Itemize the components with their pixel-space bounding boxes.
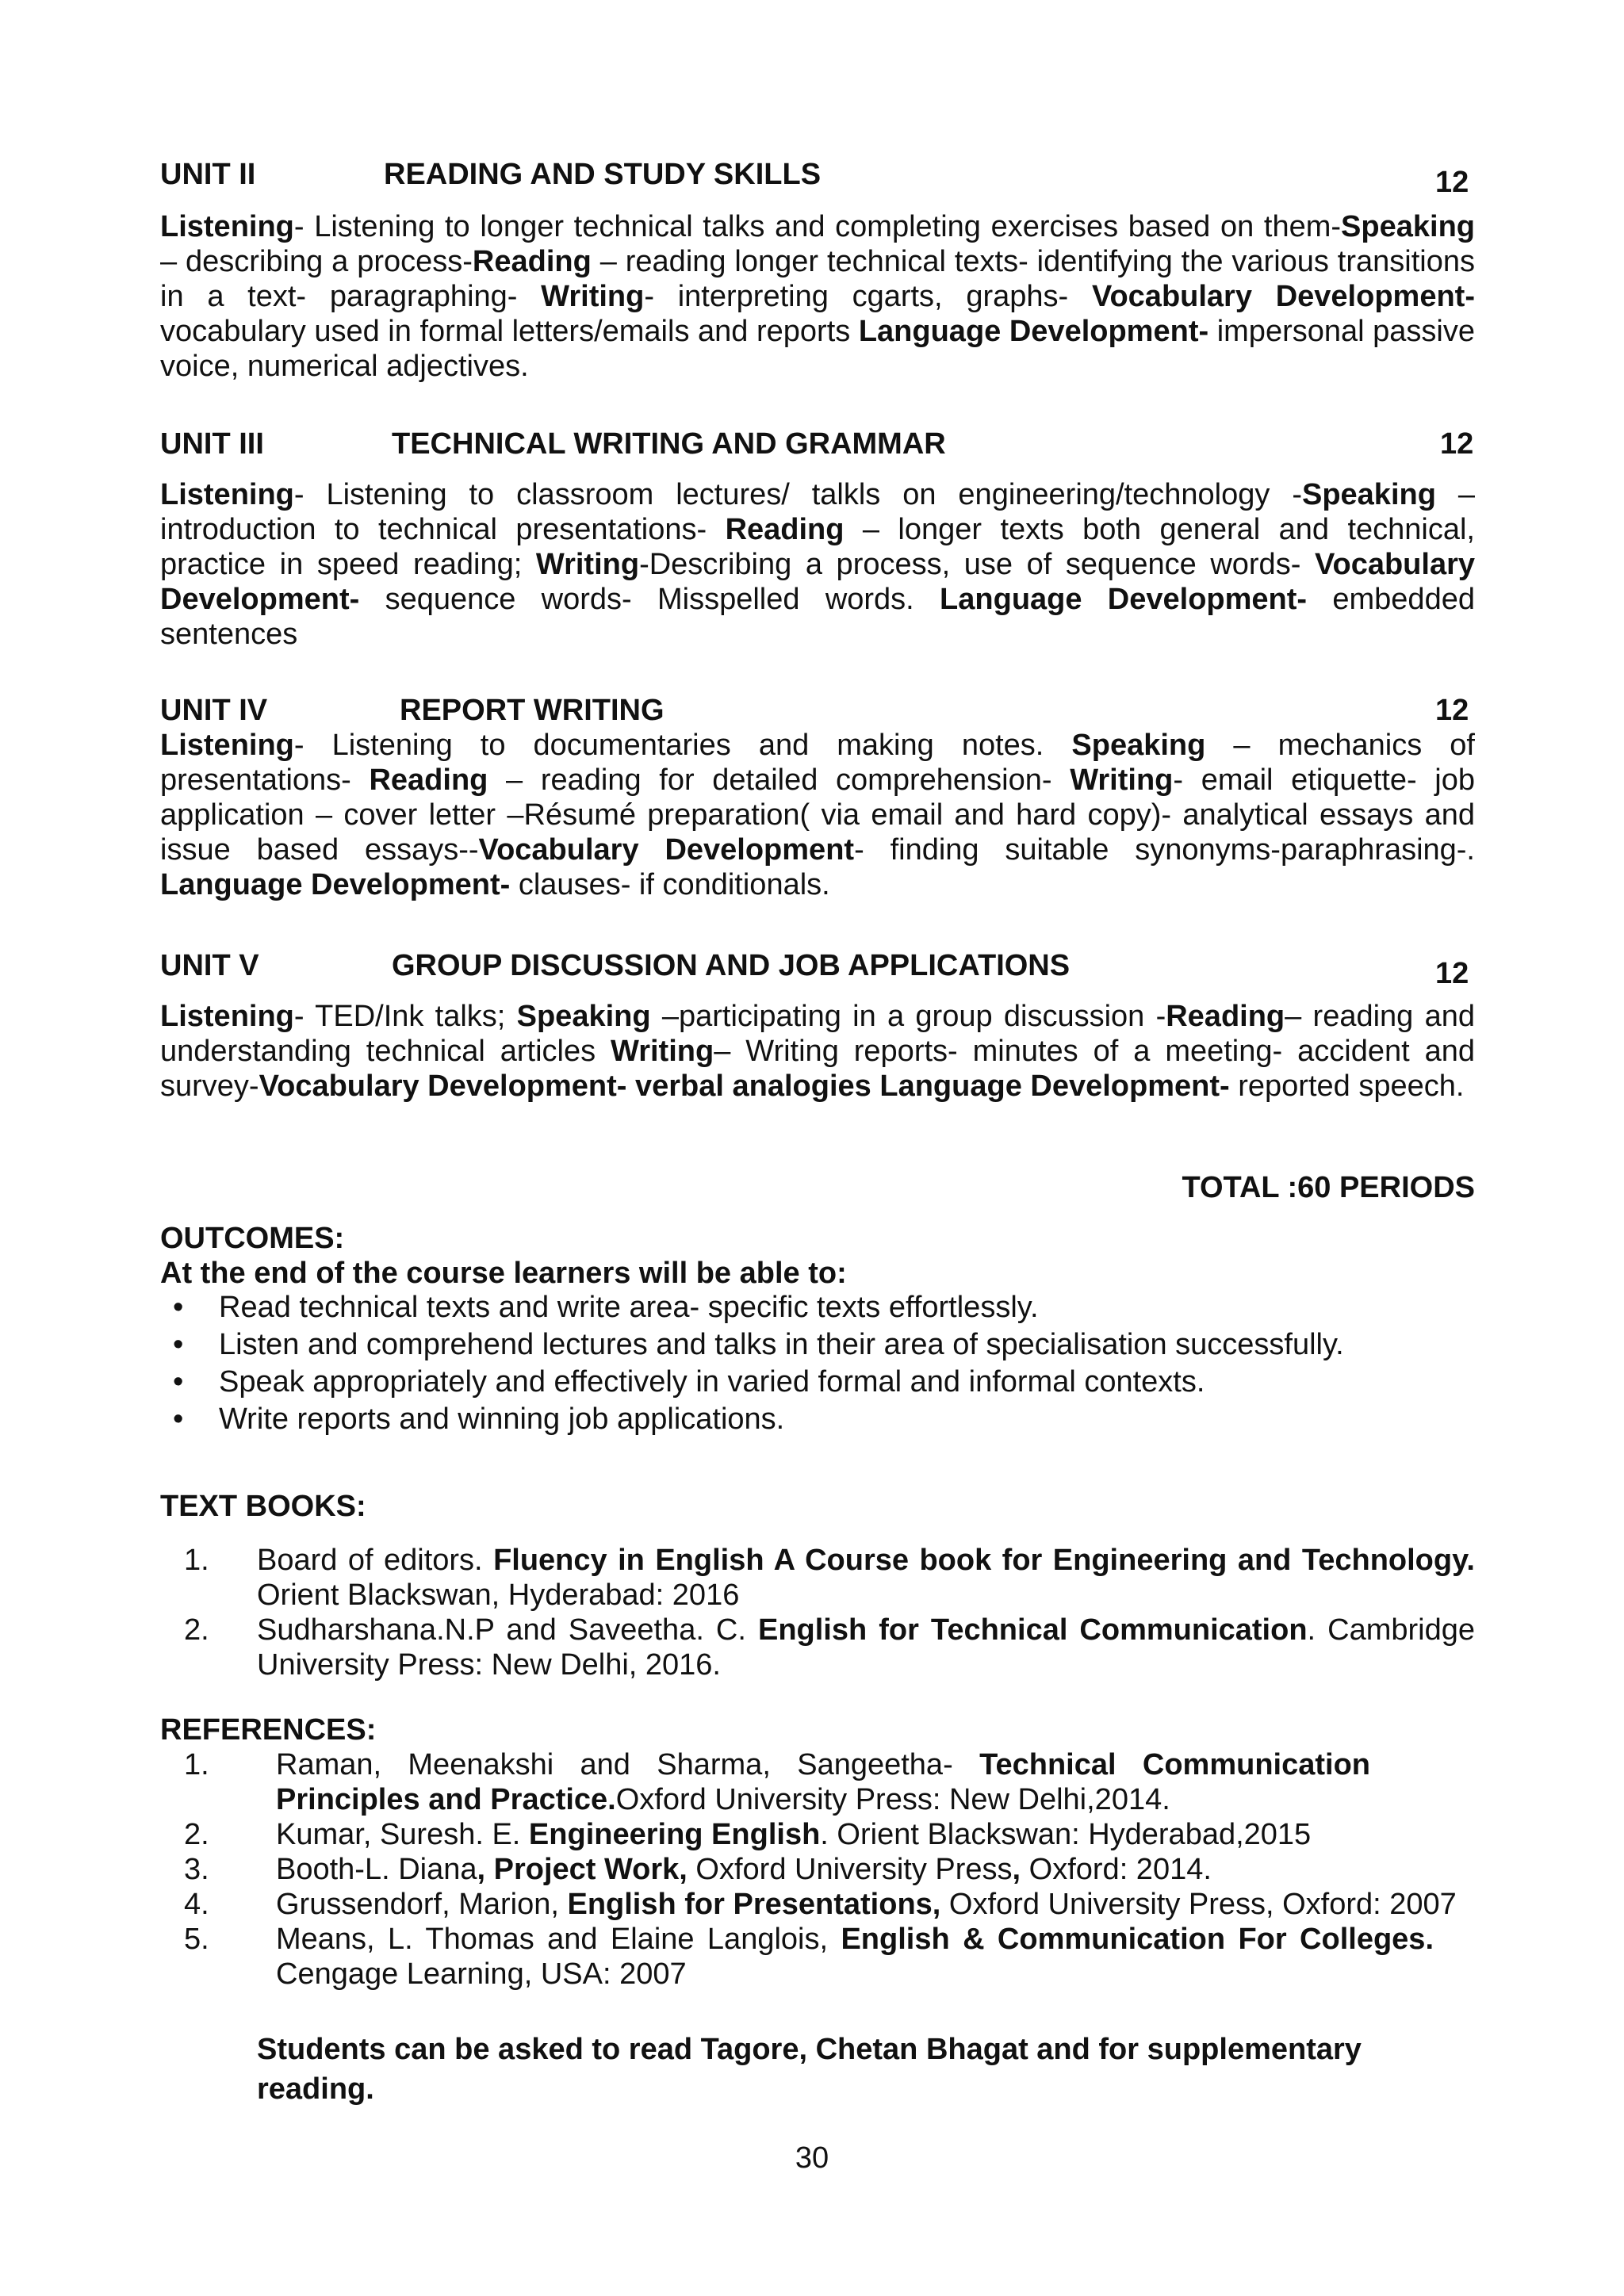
item-number: 1. bbox=[184, 1748, 209, 1781]
bold-run: Engineering English bbox=[528, 1818, 821, 1851]
unit-title: READING AND STUDY SKILLS bbox=[384, 158, 822, 191]
unit-title: TECHNICAL WRITING AND GRAMMAR bbox=[392, 427, 946, 461]
bold-run: Vocabulary Development- bbox=[1091, 280, 1475, 313]
bold-run: Writing bbox=[535, 548, 640, 581]
bullet-icon: • bbox=[173, 1365, 184, 1399]
unit-code: UNIT III bbox=[160, 427, 264, 461]
unit-5-content: Listening- TED/Ink talks; Speaking –participating in a group discussion -Reading– reading and understanding technical articles Writing– Writing reports- minutes of a meeting- accident and survey-Vocabulary Development- verbal analogies Language Development- reported speech. bbox=[160, 1000, 1475, 1103]
bold-run: English & Communication For Colleges. bbox=[841, 1923, 1434, 1956]
item-text: Grussendorf, Marion, English for Presentations, Oxford University Press, Oxford: 2007 bbox=[276, 1888, 1457, 1921]
unit-hours: 12 bbox=[1435, 694, 1469, 727]
list-item bbox=[184, 1817, 1516, 1852]
bold-run: Language Development- bbox=[940, 583, 1308, 616]
outcomes-list bbox=[160, 1289, 1508, 1438]
unit-2-heading bbox=[160, 157, 1475, 197]
unit-2-content: Listening- Listening to longer technical talks and completing exercises based on them-Speaking – describing a process-Reading – reading longer technical texts- identifying the various transitions in a text- paragraphing- Writing- interpreting cgarts, graphs- Vocabulary Development- vocabulary used in formal letters/emails and reports Language Development- impersonal passive voice, numerical adjectives. bbox=[160, 210, 1475, 383]
bold-run: Reading bbox=[472, 245, 592, 278]
list-item bbox=[184, 1747, 1516, 1817]
bold-run: Writing bbox=[611, 1035, 714, 1068]
item-text: Sudharshana.N.P and Saveetha. C. English for Technical Communication. Cambridge University Press: New Delhi, 2016. bbox=[257, 1613, 1476, 1682]
bold-run: Reading bbox=[369, 763, 488, 797]
unit-title: GROUP DISCUSSION AND JOB APPLICATIONS bbox=[392, 949, 1071, 982]
bold-run: , Project Work, bbox=[477, 1853, 688, 1886]
textbooks-list bbox=[184, 1543, 1475, 1682]
item-text: Booth-L. Diana, Project Work, Oxford University Press, Oxford: 2014. bbox=[276, 1853, 1212, 1886]
unit-4-heading bbox=[160, 693, 1475, 733]
list-item bbox=[184, 1922, 1516, 1992]
bold-run: Vocabulary Development- verbal analogies bbox=[259, 1070, 871, 1103]
bold-run: Writing bbox=[541, 280, 645, 313]
list-item bbox=[184, 1613, 1475, 1682]
references-heading: REFERENCES: bbox=[160, 1713, 377, 1747]
unit-code: UNIT IV bbox=[160, 694, 268, 727]
bold-run: Listening bbox=[160, 729, 294, 762]
bold-run: Listening bbox=[160, 478, 294, 511]
bold-run: Speaking bbox=[1301, 478, 1436, 511]
list-item: • Read technical texts and write area- specific texts effortlessly. bbox=[160, 1289, 1508, 1326]
bullet-icon: • bbox=[173, 1402, 184, 1436]
unit-code: UNIT II bbox=[160, 158, 256, 191]
bold-run: English for Technical Communication bbox=[757, 1613, 1308, 1647]
unit-3-content: Listening- Listening to classroom lectures/ talkls on engineering/technology -Speaking – introduction to technical presentations- Reading – longer texts both general and technical, practice in speed reading; Writing-Describing a process, use of sequence words- Vocabulary Development- sequence words- Misspelled words. Language Development- embedded sentences bbox=[160, 478, 1475, 651]
bullet-icon: • bbox=[173, 1328, 184, 1361]
item-text: Kumar, Suresh. E. Engineering English. Orient Blackswan: Hyderabad,2015 bbox=[276, 1818, 1312, 1851]
item-number: 2. bbox=[184, 1613, 209, 1647]
unit-hours: 12 bbox=[1435, 166, 1469, 199]
list-item bbox=[184, 1887, 1516, 1922]
textbooks-heading: TEXT BOOKS: bbox=[160, 1490, 366, 1523]
bold-run: Speaking bbox=[1071, 729, 1206, 762]
bold-run: Listening bbox=[160, 1000, 294, 1033]
item-text: Raman, Meenakshi and Sharma, Sangeetha- Technical Communication Principles and Practice.Oxford University Press: New Delhi,2014. bbox=[276, 1748, 1371, 1816]
list-item bbox=[184, 1543, 1475, 1613]
bold-run: Speaking bbox=[1341, 210, 1475, 243]
item-number: 2. bbox=[184, 1818, 209, 1851]
outcomes-intro: At the end of the course learners will be able to: bbox=[160, 1257, 847, 1290]
bold-run: Listening bbox=[160, 210, 294, 243]
unit-3-heading bbox=[160, 427, 1475, 466]
item-number: 4. bbox=[184, 1888, 209, 1921]
unit-hours: 12 bbox=[1440, 427, 1474, 461]
unit-4-content: Listening- Listening to documentaries and making notes. Speaking – mechanics of presentations- Reading – reading for detailed comprehension- Writing- email etiquette- job application – cover letter –Résumé preparation( via email and hard copy)- analytical essays and issue based essays--Vocabulary Development- finding suitable synonyms-paraphrasing-. Language Development- clauses- if conditionals. bbox=[160, 729, 1475, 901]
item-number: 3. bbox=[184, 1853, 209, 1886]
bold-run: Vocabulary Development- bbox=[160, 548, 1475, 616]
bold-run: Fluency in English A Course book for Engineering and Technology. bbox=[493, 1544, 1475, 1577]
bullet-icon: • bbox=[173, 1291, 184, 1324]
total-periods: TOTAL :60 PERIODS bbox=[1182, 1171, 1475, 1204]
bold-run: , bbox=[1012, 1853, 1021, 1886]
unit-hours: 12 bbox=[1435, 957, 1469, 990]
bold-run: Language Development- bbox=[160, 868, 511, 901]
bold-run: Reading bbox=[1166, 1000, 1285, 1033]
item-number: 5. bbox=[184, 1923, 209, 1956]
bold-run: Writing bbox=[1070, 763, 1174, 797]
list-item: • Speak appropriately and effectively in varied formal and informal contexts. bbox=[160, 1364, 1508, 1401]
item-text: Board of editors. Fluency in English A Course book for Engineering and Technology. Orient Blackswan, Hyderabad: 2016 bbox=[257, 1544, 1475, 1612]
bold-run: Language Development- bbox=[858, 315, 1209, 348]
page-number: 30 bbox=[795, 2141, 829, 2175]
bold-run: Technical Communication Principles and Practice. bbox=[276, 1748, 1371, 1816]
bold-run: Language Development- bbox=[879, 1070, 1230, 1103]
unit-code: UNIT V bbox=[160, 949, 259, 982]
list-item bbox=[184, 1852, 1516, 1887]
list-item: • Listen and comprehend lectures and talks in their area of specialisation successfully. bbox=[160, 1326, 1508, 1364]
unit-5-heading bbox=[160, 948, 1475, 988]
bold-run: Vocabulary Development bbox=[478, 833, 855, 867]
references-list bbox=[184, 1747, 1516, 1992]
item-number: 1. bbox=[184, 1544, 209, 1577]
supplementary-reading-note: Students can be asked to read Tagore, Chetan Bhagat and for supplementary reading. bbox=[257, 2033, 1362, 2106]
bold-run: English for Presentations, bbox=[567, 1888, 941, 1921]
list-item: • Write reports and winning job applications. bbox=[160, 1401, 1508, 1438]
bold-run: Speaking bbox=[516, 1000, 651, 1033]
bold-run: Reading bbox=[725, 513, 845, 546]
unit-title: REPORT WRITING bbox=[400, 694, 665, 727]
item-text: Means, L. Thomas and Elaine Langlois, English & Communication For Colleges. Cengage Learning, USA: 2007 bbox=[276, 1923, 1434, 1991]
outcomes-heading: OUTCOMES: bbox=[160, 1222, 345, 1255]
